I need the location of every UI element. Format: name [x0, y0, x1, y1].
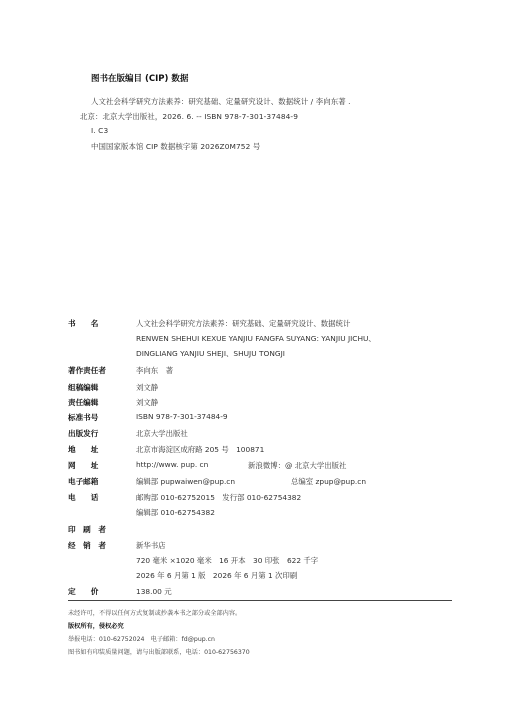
- editor-resp-label: 责任编辑: [68, 398, 99, 407]
- cip-line-1: 人文社会科学研究方法素养：研究基础、定量研究设计、数据统计 / 李向东著 .: [91, 97, 351, 106]
- pinyin-line-2: DINGLIANG YANJIU SHEJI、SHUJU TONGJI: [136, 349, 285, 358]
- cip-title: 图书在版编目 (CIP) 数据: [91, 74, 189, 84]
- distributor-label: 经 销 者: [68, 541, 106, 550]
- author: 李向东 著: [136, 366, 173, 375]
- price: 138.00 元: [136, 587, 172, 596]
- website: http://www. pup. cn: [136, 460, 209, 469]
- editor-group-label: 组稿编辑: [68, 383, 99, 392]
- email-editorial: 编辑部 pupwaiwen@pup.cn: [136, 477, 236, 486]
- cip-line-4: 中国国家版本馆 CIP 数据核字第 2026Z0M752 号: [91, 142, 261, 151]
- address: 北京市海淀区成府路 205 号 100871: [136, 445, 265, 454]
- cip-line-3: Ⅰ. C3: [91, 126, 109, 135]
- author-label: 著作责任者: [68, 366, 106, 375]
- divider-line: [68, 600, 452, 601]
- phone-editorial: 编辑部 010-62754382: [136, 508, 215, 517]
- rights-reserved: 版权所有，侵权必究: [68, 623, 124, 630]
- website-label: 网 址: [68, 461, 99, 470]
- edition: 2026 年 6 月第 1 版 2026 年 6 月第 1 次印刷: [136, 571, 298, 580]
- book-name-label: 书 名: [68, 319, 99, 328]
- email-label: 电子邮箱: [68, 477, 99, 486]
- publisher: 北京大学出版社: [136, 429, 188, 438]
- pinyin-line-1: RENWEN SHEHUI KEXUE YANJIU FANGFA SUYANG: YANJIU JICHU、: [136, 334, 376, 343]
- phone-mail-distribution: 邮购部 010-62752015 发行部 010-62754382: [136, 493, 302, 502]
- phone-label: 电 话: [68, 493, 99, 502]
- printer-label: 印 刷 者: [68, 525, 106, 534]
- isbn-label: 标准书号: [68, 413, 99, 422]
- publisher-label: 出版发行: [68, 429, 99, 438]
- quality-contact: 图书如有印装质量问题，请与出版部联系，电话：010-62756370: [68, 649, 250, 656]
- weibo: 新浪微博：@ 北京大学出版社: [248, 461, 347, 470]
- book-name: 人文社会科学研究方法素养：研究基础、定量研究设计、数据统计: [136, 319, 351, 328]
- address-label: 地 址: [68, 445, 99, 454]
- format: 720 毫米 ×1020 毫米 16 开本 30 印张 622 千字: [136, 556, 319, 565]
- editor-resp: 刘文静: [136, 398, 159, 407]
- report-contact: 举报电话：010-62752024 电子邮箱：fd@pup.cn: [68, 636, 215, 643]
- cip-line-2: 北京：北京大学出版社，2026. 6. -- ISBN 978-7-301-37484-9: [80, 112, 299, 121]
- email-chief: 总编室 zpup@pup.cn: [291, 477, 367, 486]
- copy-notice: 未经许可，不得以任何方式复制或抄袭本书之部分或全部内容。: [68, 610, 242, 617]
- editor-group: 刘文静: [136, 383, 159, 392]
- price-label: 定 价: [68, 587, 99, 596]
- isbn: ISBN 978-7-301-37484-9: [136, 412, 228, 421]
- distributor: 新华书店: [136, 541, 166, 550]
